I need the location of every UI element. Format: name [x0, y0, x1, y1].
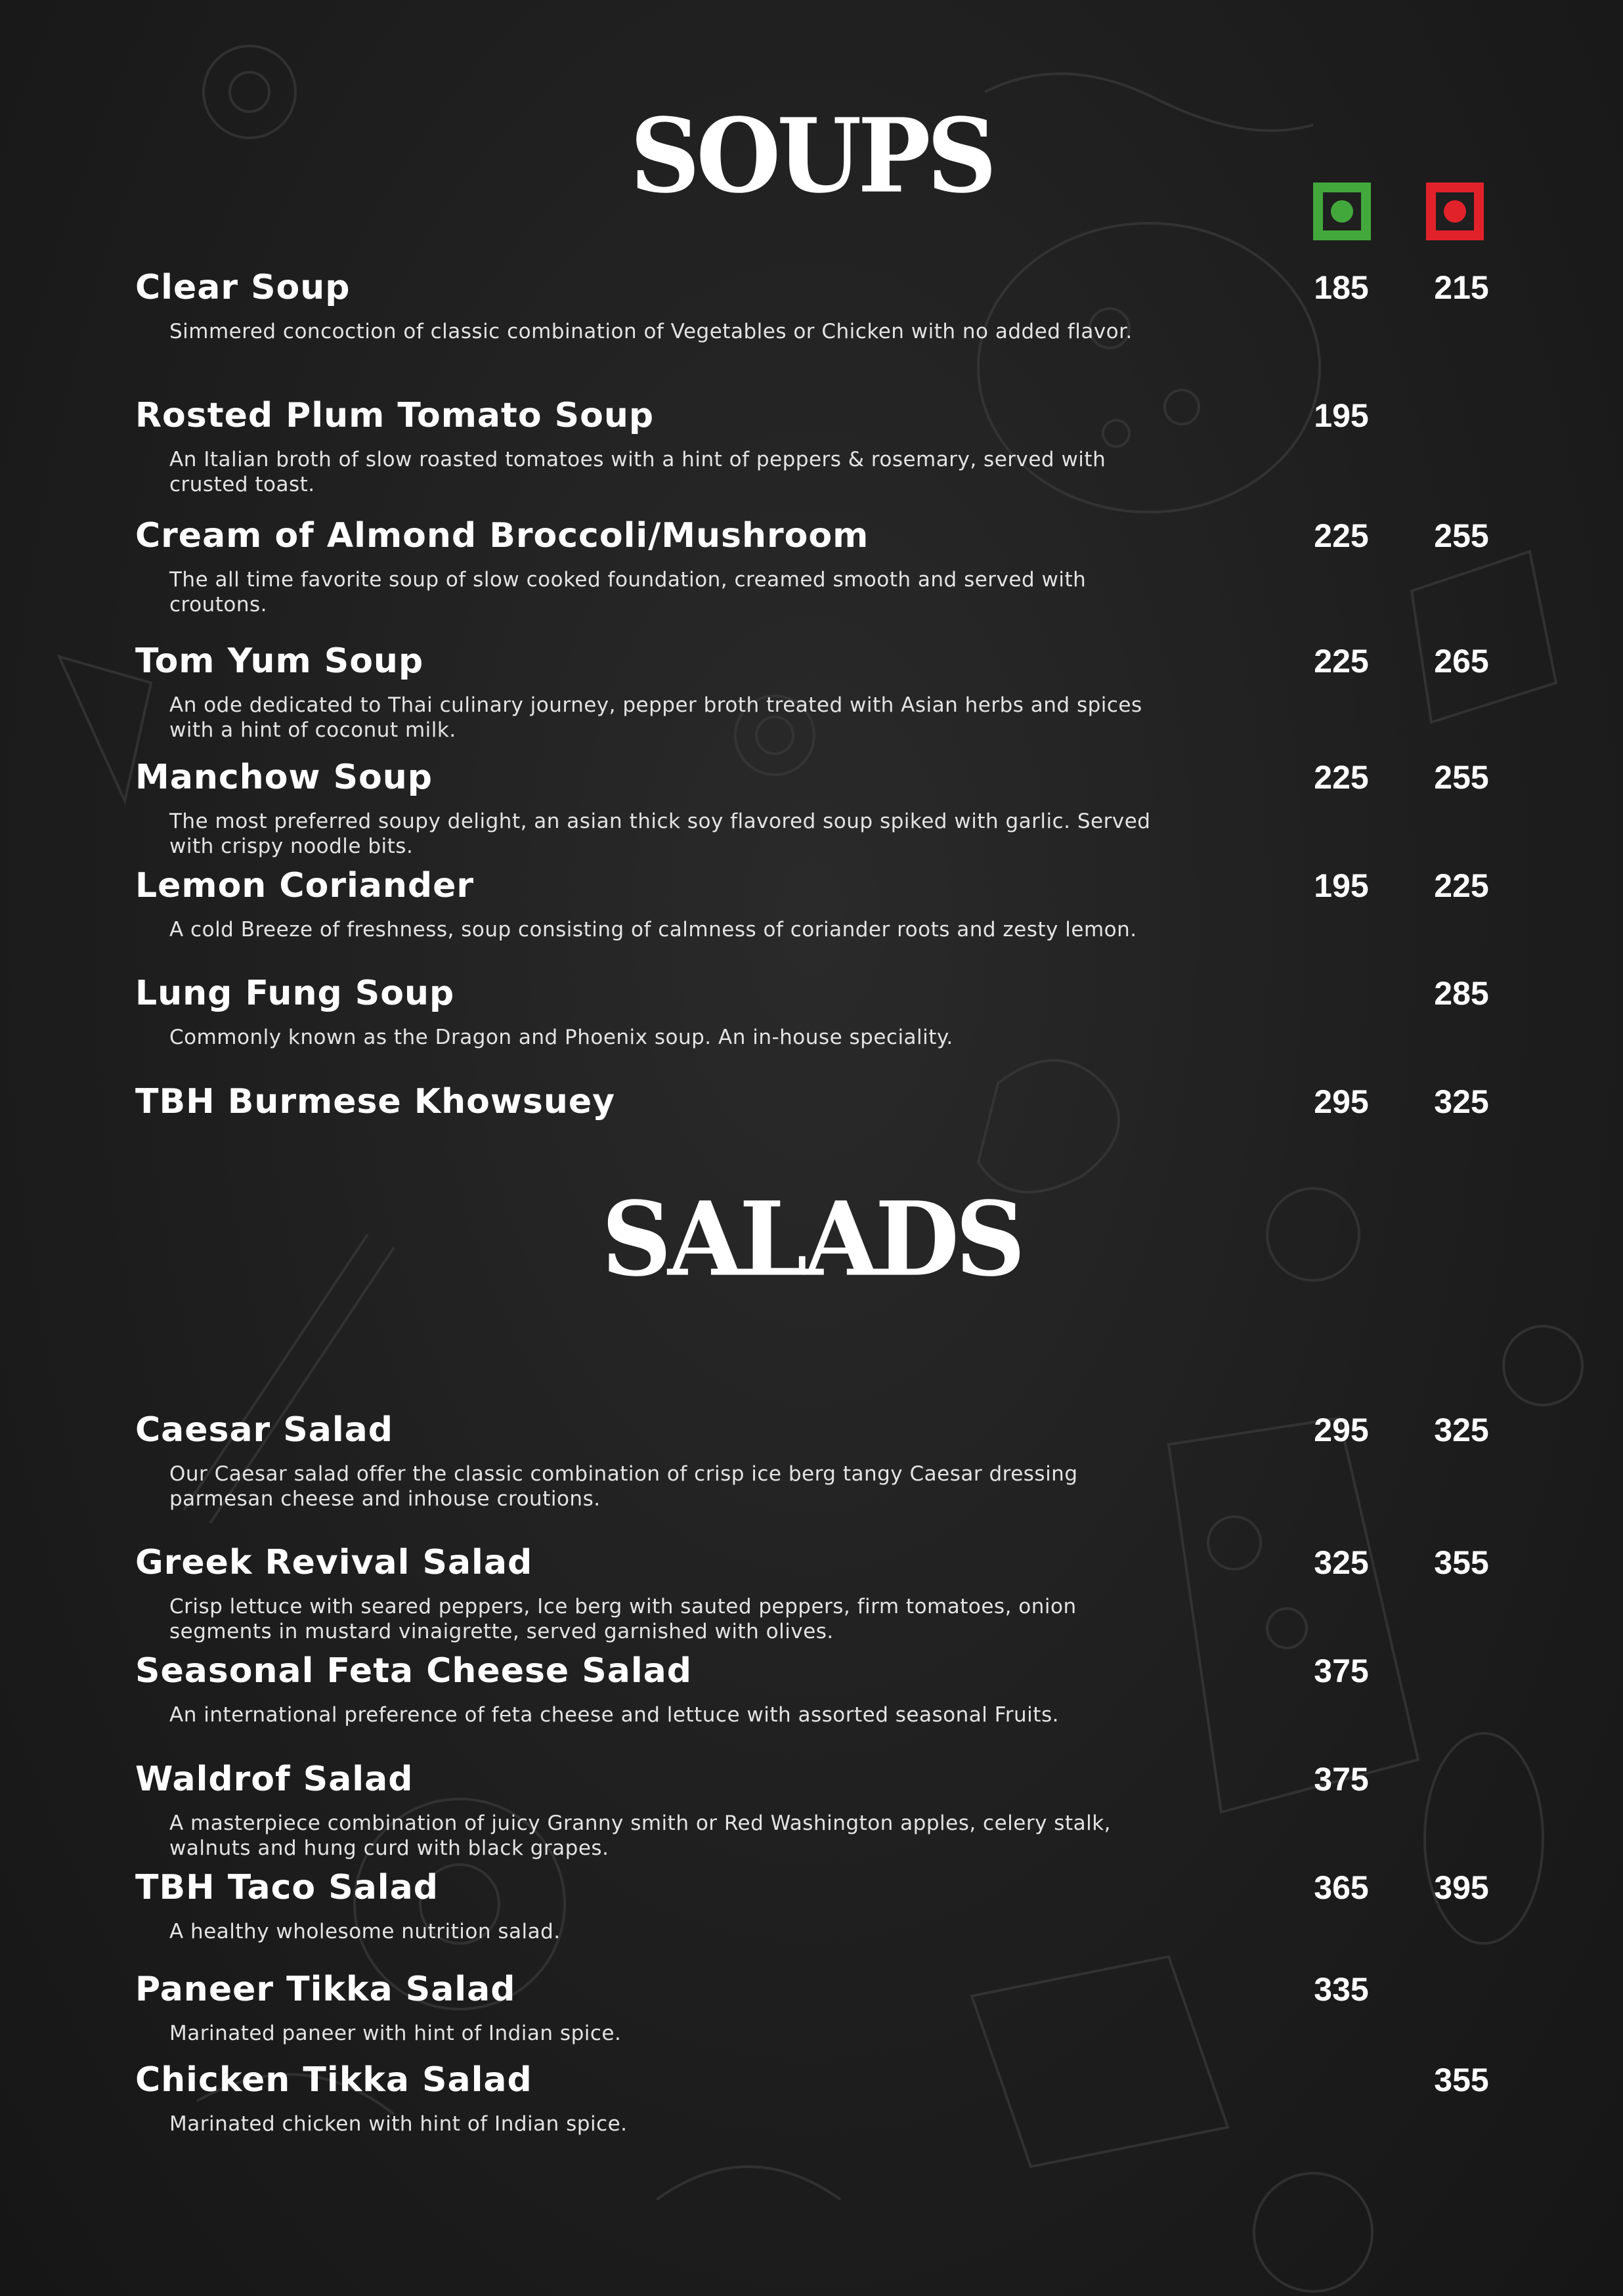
menu-item-description: An ode dedicated to Thai culinary journey, pepper broth treated with Asian herbs and spices with a hint of coconut milk. [169, 693, 1142, 742]
nonveg-price: 355 [1434, 2062, 1489, 2098]
menu-item-description: Marinated chicken with hint of Indian spice. [169, 2112, 628, 2136]
menu-item-description: Marinated paneer with hint of Indian spice. [169, 2022, 622, 2045]
menu-item-description: The all time favorite soup of slow cooked foundation, creamed smooth and served with croutons. [169, 568, 1087, 617]
veg-price: 325 [1314, 1544, 1369, 1581]
soups-heading: SOUPS [630, 95, 993, 216]
nonveg-price: 225 [1434, 867, 1489, 904]
nonveg-price: 395 [1434, 1869, 1489, 1906]
menu-item-name: Clear Soup [135, 268, 351, 307]
nonveg-price: 255 [1434, 759, 1489, 796]
veg-price: 335 [1314, 1971, 1369, 2008]
nonveg-price: 325 [1434, 1083, 1489, 1120]
nonveg-price: 265 [1434, 643, 1489, 680]
menu-item-description: A masterpiece combination of juicy Granny smith or Red Washington apples, celery stalk, walnuts and hung curd with black grapes. [169, 1811, 1112, 1860]
nonveg-price: 355 [1434, 1544, 1489, 1581]
veg-price: 225 [1314, 643, 1369, 680]
nonveg-price: 215 [1434, 269, 1489, 306]
nonveg-price: 285 [1434, 975, 1489, 1012]
menu-item-description: Simmered concoction of classic combination of Vegetables or Chicken with no added flavor. [169, 320, 1133, 343]
menu-item-description: Commonly known as the Dragon and Phoenix soup. An in-house speciality. [169, 1026, 953, 1049]
menu-item-name: Seasonal Feta Cheese Salad [135, 1651, 692, 1691]
menu-item-name: TBH Taco Salad [135, 1868, 439, 1907]
menu-item-name: Lemon Coriander [135, 866, 475, 905]
menu-item-name: Chicken Tikka Salad [135, 2060, 532, 2100]
menu-item-name: Manchow Soup [135, 758, 433, 797]
veg-price: 225 [1314, 759, 1369, 796]
menu-item-description: Crisp lettuce with seared peppers, Ice berg with sauted peppers, firm tomatoes, onion segments in mustard vinaigrette, served garnished with olives. [169, 1595, 1077, 1643]
veg-symbol-icon [1313, 183, 1371, 240]
menu-item-name: Cream of Almond Broccoli/Mushroom [135, 516, 869, 555]
salads-heading: SALADS [601, 1179, 1022, 1299]
menu-item-name: Tom Yum Soup [135, 641, 424, 681]
nonveg-price: 255 [1434, 517, 1489, 554]
veg-price: 225 [1314, 517, 1369, 554]
menu-item-description: An Italian broth of slow roasted tomatoes with a hint of peppers & rosemary, served with crusted toast. [169, 448, 1106, 496]
menu-item-name: Caesar Salad [135, 1410, 393, 1450]
veg-price: 185 [1314, 269, 1369, 306]
nonveg-symbol-icon [1426, 183, 1484, 240]
menu-item-name: Rosted Plum Tomato Soup [135, 396, 655, 435]
menu-item-description: An international preference of feta cheese and lettuce with assorted seasonal Fruits. [169, 1703, 1059, 1727]
veg-price: 195 [1314, 397, 1369, 434]
menu-item-name: Lung Fung Soup [135, 974, 455, 1013]
menu-item-description: A healthy wholesome nutrition salad. [169, 1920, 561, 1943]
menu-item-description: The most preferred soupy delight, an asian thick soy flavored soup spiked with garlic. Served with crispy noodle bits. [169, 810, 1151, 858]
veg-price: 375 [1314, 1653, 1369, 1689]
menu-item-name: TBH Burmese Khowsuey [135, 1082, 616, 1121]
veg-price: 295 [1314, 1083, 1369, 1120]
veg-price: 195 [1314, 867, 1369, 904]
veg-price: 295 [1314, 1412, 1369, 1448]
veg-price: 365 [1314, 1869, 1369, 1906]
menu-item-name: Paneer Tikka Salad [135, 1970, 516, 2009]
menu-item-name: Greek Revival Salad [135, 1543, 533, 1582]
menu-item-name: Waldrof Salad [135, 1760, 414, 1799]
menu-item-description: Our Caesar salad offer the classic combination of crisp ice berg tangy Caesar dressing parmesan cheese and inhouse croutions. [169, 1462, 1078, 1511]
menu-item-description: A cold Breeze of freshness, soup consisting of calmness of coriander roots and zesty lemon. [169, 918, 1137, 942]
veg-price: 375 [1314, 1761, 1369, 1798]
nonveg-price: 325 [1434, 1412, 1489, 1448]
